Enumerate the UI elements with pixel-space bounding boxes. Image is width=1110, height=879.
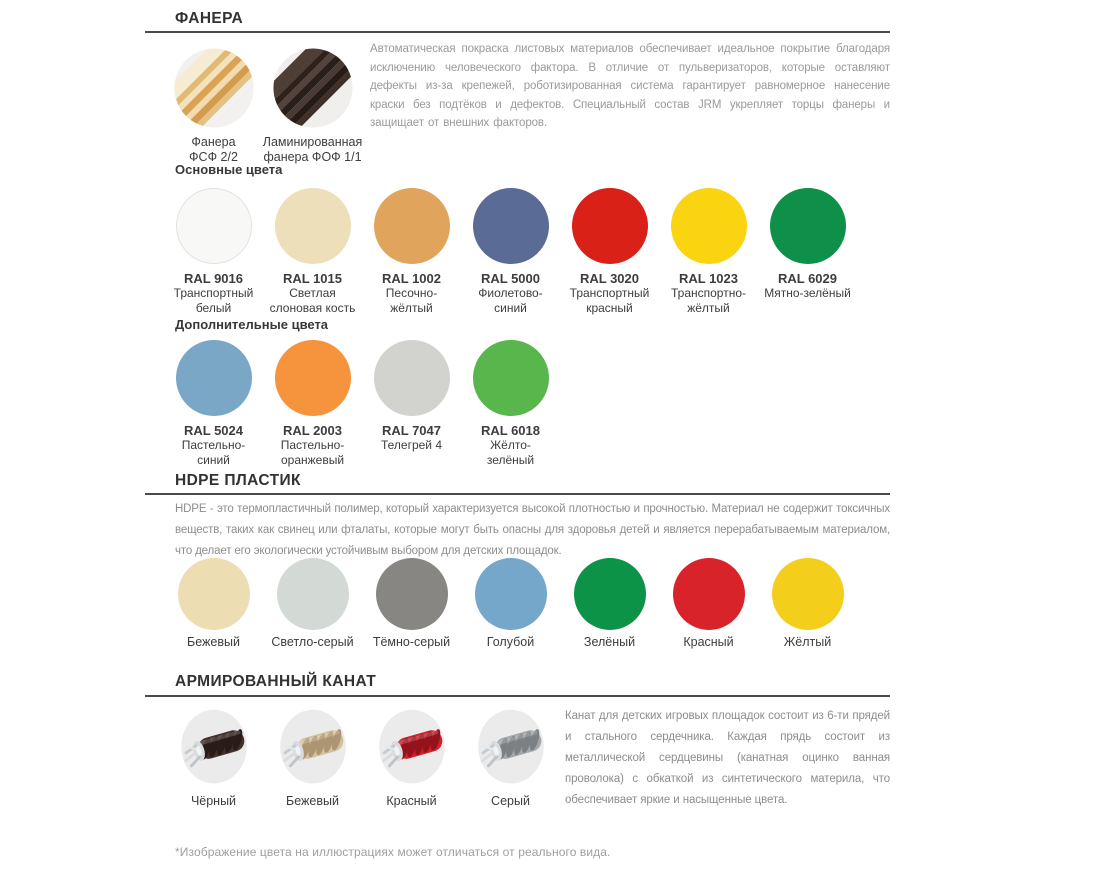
plywood-fsf-label: Фанера ФСФ 2/2 [189,135,238,164]
color-name-label: Тёмно-серый [372,635,451,649]
color-name-label: Фиолетово- синий [478,286,543,315]
color-swatch [461,558,560,650]
color-name-label: Красный [683,635,734,649]
rope-color-name: Серый [491,794,530,808]
color-name-label: Голубой [486,635,535,649]
color-circle [374,340,450,416]
color-swatch [164,188,263,316]
color-name-label: Светло-серый [271,635,354,649]
color-name-label: Песочно- жёлтый [385,286,438,315]
rope-samples-row [164,704,560,808]
color-swatch [659,188,758,316]
rope-image [470,704,552,790]
ral-code-label: RAL 9016 [183,271,243,286]
rope-color-name: Чёрный [190,794,237,808]
color-circle [374,188,450,264]
color-circle [473,340,549,416]
plywood-sample-fof [263,45,362,165]
ral-code-label: RAL 6029 [777,271,837,286]
color-name-label: Транспортный белый [173,286,254,315]
rope-image [272,704,354,790]
section-divider-rope [145,695,890,697]
color-name-label: Пастельно- оранжевый [280,438,345,467]
color-swatch [758,188,857,316]
ral-code-label: RAL 3020 [579,271,639,286]
color-circle [770,188,846,264]
rope-sample [461,704,560,808]
rope-image [371,704,453,790]
section-divider-hdpe [145,493,890,495]
additional-colors-row [164,340,560,468]
rope-sample [362,704,461,808]
color-circle [772,558,844,630]
ral-code-label: RAL 7047 [381,423,441,438]
color-name-label: Телегрей 4 [380,438,443,452]
color-name-label: Транспортно- жёлтый [670,286,746,315]
plywood-description: Автоматическая покраска листовых материалов обеспечивает идеальное покрытие благодаря исключению человеческого фактора. В отличие от пульверизаторов, которые оставляют дефекты из-за крепежей, роботизированная система гарантирует равномерное нанесение краски без подтёков и дефектов. Специальный состав JRM укрепляет торцы фанеры и защищает от внешних факторов. [370,43,890,129]
ral-code-label: RAL 5024 [183,423,243,438]
ral-code-label: RAL 5000 [480,271,540,286]
rope-sample [263,704,362,808]
color-name-label: Жёлтый [783,635,832,649]
hdpe-colors-row [164,558,857,650]
color-swatch [659,558,758,650]
color-circle [671,188,747,264]
plywood-samples-row [164,45,362,165]
color-disclaimer-note: *Изображение цвета на иллюстрациях может отличаться от реального вида. [175,845,611,859]
color-circle [275,188,351,264]
main-colors-row [164,188,857,316]
plywood-fsf-image [171,45,257,131]
color-swatch [164,340,263,468]
rope-sample [164,704,263,808]
rope-description: Канат для детских игровых площадок состоит из 6-ти прядей и стального сердечника. Каждая прядь состоит из металлической сердцевины (канатная оцинко ванная проволока) с обкаткой из синтетического материла, что обеспечивает яркие и насыщенные цвета. [565,710,890,806]
rope-image [173,704,255,790]
color-name-label: Бежевый [187,635,240,649]
color-circle [473,188,549,264]
color-circle [572,188,648,264]
color-circle [275,340,351,416]
color-swatch [164,558,263,650]
color-circle [475,558,547,630]
color-circle [176,340,252,416]
section-title-rope: АРМИРОВАННЫЙ КАНАТ [175,673,377,690]
section-divider-plywood [145,31,890,33]
color-swatch [263,340,362,468]
color-name-label: Пастельно- синий [181,438,246,467]
subtitle-additional-colors: Дополнительные цвета [175,317,329,332]
hdpe-description: HDPE - это термопластичный полимер, который характеризуется высокой плотностью и прочностью. Материал не содержит токсичных веществ, таких как свинец или фталаты, которые могут быть опасны для здоровья детей и является перерабатываемым материалом, что делает его экологически устойчивым выбором для детских площадок. [175,503,890,557]
color-circle [376,558,448,630]
color-circle [178,558,250,630]
color-name-label: Жёлто- зелёный [486,438,535,467]
color-swatch [263,558,362,650]
color-circle [176,188,252,264]
ral-code-label: RAL 1002 [381,271,441,286]
color-swatch [362,340,461,468]
color-swatch [560,558,659,650]
color-name-label: Зелёный [583,635,636,649]
color-swatch [461,188,560,316]
subtitle-main-colors: Основные цвета [175,162,283,177]
color-swatch [758,558,857,650]
color-swatch [560,188,659,316]
color-swatch [263,188,362,316]
section-title-plywood: ФАНЕРА [175,10,244,27]
rope-color-name: Бежевый [286,794,339,808]
rope-color-name: Красный [386,794,437,808]
ral-code-label: RAL 1015 [282,271,342,286]
plywood-fof-label: Ламинированная фанера ФОФ 1/1 [262,135,363,164]
color-swatch [362,558,461,650]
plywood-fof-image [270,45,356,131]
color-name-label: Мятно-зелёный [764,286,851,300]
ral-code-label: RAL 1023 [678,271,738,286]
color-circle [673,558,745,630]
color-circle [574,558,646,630]
plywood-sample-fsf [164,45,263,165]
section-title-hdpe: HDPE ПЛАСТИК [175,472,301,489]
ral-code-label: RAL 2003 [282,423,342,438]
ral-code-label: RAL 6018 [480,423,540,438]
color-name-label: Транспортный красный [569,286,650,315]
color-circle [277,558,349,630]
color-swatch [362,188,461,316]
color-name-label: Светлая слоновая кость [269,286,356,315]
color-swatch [461,340,560,468]
